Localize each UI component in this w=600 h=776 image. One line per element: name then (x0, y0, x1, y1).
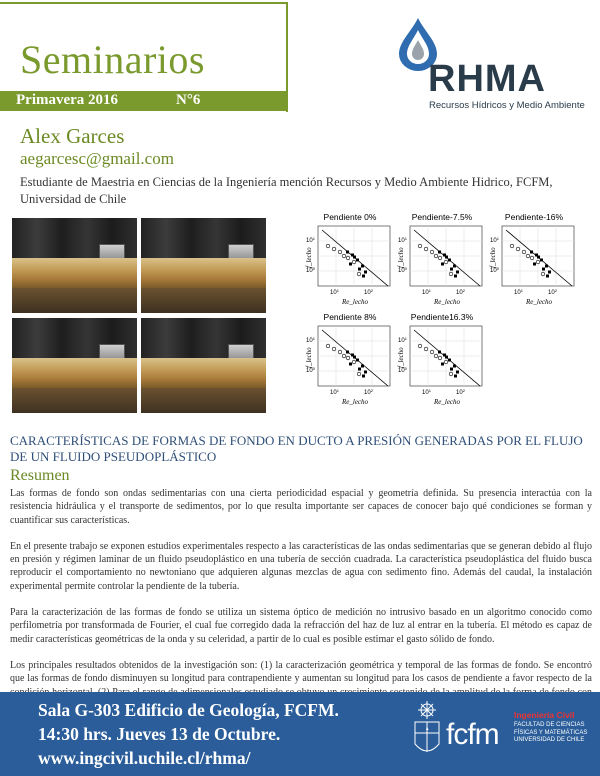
fcfm-logo (446, 704, 510, 764)
header (0, 0, 600, 118)
plot-panel (488, 212, 580, 310)
abstract-paragraph: En el presente trabajo se exponen estudios experimentales respecto a las características de las ondas sedimentarias que se generan debido al flujo en presión y régimen laminar de un fluido pseudoplástico en una tubería de sección cuadrada. La característica pseudoplástica del fluido busca reproducir el comportamiento no newtoniano que adquieren algunas mezclas de agua con sedimento fino. Además del caudal, la instalación experimental permite controlar la pendiente de la tubería. (10, 540, 592, 592)
abstract (10, 487, 592, 692)
season-bar (0, 91, 288, 111)
data-point (536, 260, 540, 264)
plot-svg (488, 222, 580, 310)
data-point (450, 368, 453, 371)
data-point (418, 244, 422, 248)
data-point (510, 244, 514, 248)
data-point (358, 268, 361, 271)
plot-title: Pendiente 8% (323, 312, 377, 322)
data-point (441, 363, 444, 366)
experiment-photo (141, 318, 266, 413)
plot-panel (396, 312, 488, 410)
y-tick-label: $10^0$ (398, 266, 407, 274)
y-axis-label: f_lecho (305, 247, 313, 268)
data-point (456, 371, 459, 374)
data-point (338, 250, 342, 254)
season-label: Primavera 2016 (16, 92, 119, 108)
data-point (456, 271, 459, 274)
data-point (351, 354, 354, 357)
rhma-subtitle: Recursos Hídricos y Medio Ambiente (429, 100, 585, 111)
x-tick-label: $10^2$ (548, 288, 557, 296)
x-tick-label: $10^1$ (514, 288, 523, 296)
plot-panel (304, 212, 396, 310)
data-point (332, 247, 336, 251)
abstract-paragraph: Las formas de fondo son ondas sedimentarias con una cierta periodicidad espacial y geometría definida. Su presencia interactúa con la resistencia hidráulica y el transporte de sedimentos, por lo que resulta importante ser capaces de conocer bajo qué condiciones se forman y cuantificar sus características. (10, 488, 592, 526)
data-point (454, 375, 457, 378)
experiment-photo (12, 318, 137, 413)
experiment-photo (12, 218, 137, 313)
x-tick-label: $10^1$ (422, 288, 431, 296)
plot-title: Pendiente 0% (323, 212, 377, 222)
data-point (453, 365, 456, 368)
data-point (430, 250, 434, 254)
y-axis-label: f_lecho (397, 347, 405, 368)
data-point (364, 371, 367, 374)
data-point (441, 263, 444, 266)
page-title: Seminarios (20, 37, 205, 82)
footer (0, 692, 600, 776)
x-tick-label: $10^2$ (456, 388, 465, 396)
header-top-rule (0, 2, 288, 4)
y-tick-label: $10^0$ (490, 266, 499, 274)
data-point (349, 263, 352, 266)
data-point (443, 354, 446, 357)
data-point (418, 344, 422, 348)
data-point (424, 247, 428, 251)
data-point (516, 247, 520, 251)
y-tick-label: $10^1$ (306, 236, 315, 244)
data-point (352, 260, 356, 264)
data-point (444, 360, 448, 364)
experiment-photo (141, 218, 266, 313)
fcfm-wordmark: fcfm (446, 718, 499, 751)
y-tick-label: $10^0$ (306, 266, 315, 274)
plot-title: Pendiente16.3% (410, 312, 474, 322)
data-point (326, 244, 330, 248)
data-point (342, 354, 346, 358)
data-point (522, 250, 526, 254)
data-point (332, 347, 336, 351)
data-point (448, 359, 451, 362)
x-axis-label: Re_lecho (342, 298, 369, 306)
data-point (530, 256, 534, 260)
data-point (541, 272, 545, 276)
x-tick-label: $10^1$ (422, 388, 431, 396)
x-tick-label: $10^1$ (330, 288, 339, 296)
plot-title: Pendiente-16% (504, 212, 564, 222)
y-tick-label: $10^0$ (398, 366, 407, 374)
data-point (454, 275, 457, 278)
issue-number: N°6 (176, 92, 201, 108)
plot-panel (396, 212, 488, 310)
resumen-heading: Resumen (10, 467, 70, 484)
x-tick-label: $10^2$ (456, 288, 465, 296)
footer-url[interactable]: www.ingcivil.uchile.cl/rhma/ (38, 748, 251, 768)
data-point (548, 271, 551, 274)
y-tick-label: $10^1$ (490, 236, 499, 244)
rhma-wordmark: RHMA (428, 58, 546, 100)
data-point (362, 275, 365, 278)
data-point (444, 260, 448, 264)
data-point (449, 272, 453, 276)
plot-svg (396, 222, 488, 310)
x-tick-label: $10^2$ (364, 288, 373, 296)
data-point (434, 254, 438, 258)
data-point (546, 275, 549, 278)
data-point (450, 268, 453, 271)
x-axis-label: Re_lecho (434, 298, 461, 306)
data-point (526, 254, 530, 258)
abstract-paragraph: Los principales resultados obtenidos de la investigación son: (1) la caracterización geométrica y temporal de las formas de fondo. Se encontró que las formas de fondo disminuyen su longitud para contrapendiente y aumentan su longitud para los casos de pendiente a favor respecto de la (10, 659, 592, 685)
plot-svg (396, 322, 488, 410)
data-point (443, 254, 446, 257)
data-point (326, 344, 330, 348)
data-point (545, 265, 548, 268)
x-axis-label: Re_lecho (342, 398, 369, 406)
ingenieria-civil-label: Ingeniería Civil (514, 710, 575, 720)
footer-time: 14:30 hrs. Jueves 13 de Octubre. (38, 724, 281, 744)
data-point (449, 372, 453, 376)
speaker-name: Alex Garces (20, 124, 125, 148)
plot-title: Pendiente-7.5% (411, 212, 473, 222)
data-point (535, 254, 538, 257)
data-point (342, 254, 346, 258)
y-axis-label: f_lecho (305, 347, 313, 368)
speaker-email[interactable]: aegarcesc@gmail.com (20, 149, 174, 168)
data-point (530, 251, 533, 254)
data-point (361, 265, 364, 268)
data-point (364, 271, 367, 274)
data-point (362, 375, 365, 378)
data-point (351, 254, 354, 257)
data-point (352, 360, 356, 364)
data-point (346, 351, 349, 354)
article-title: CARACTERÍSTICAS DE FORMAS DE FONDO EN DUCTO A PRESIÓN GENERADAS POR EL FLUJO DE UN FLUIDO PSEUDOPLÁSTICO (10, 433, 583, 464)
university-shield-icon (412, 700, 442, 764)
abstract-paragraph: Para la caracterización de las formas de fondo se utiliza un sistema óptico de medición no intrusivo basado en un algoritmo conocido como perfilometría por transformada de Fourier, el cual fue corregido dada la refracción del haz de luz al entrar en la tubería. El método es capaz de medir características geométricas de la onda y su celeridad, a partir de lo cual es posible estimar el gasto sólido de fondo. (10, 607, 592, 645)
data-point (430, 350, 434, 354)
y-axis-label: f_lecho (489, 247, 497, 268)
data-point (533, 263, 536, 266)
data-point (361, 365, 364, 368)
rhma-logo (392, 14, 592, 114)
plot-svg (304, 222, 396, 310)
data-point (357, 372, 361, 376)
speaker-affiliation: Estudiante de Maestria en Ciencias de la Ingeniería mención Recursos y Medio Ambiente Hidrico, FCFM, Universidad de Chile (20, 175, 553, 206)
x-tick-label: $10^2$ (364, 388, 373, 396)
data-point (438, 351, 441, 354)
x-axis-label: Re_lecho (434, 398, 461, 406)
y-tick-label: $10^0$ (306, 366, 315, 374)
plot-svg (304, 322, 396, 410)
data-point (438, 356, 442, 360)
footer-location: Sala G-303 Edificio de Geología, FCFM. (38, 700, 339, 720)
faculty-label: FACULTAD DE CIENCIAS FÍSICAS Y MATEMÁTICAS UNIVERSIDAD DE CHILE (514, 722, 588, 743)
x-axis-label: Re_lecho (526, 298, 553, 306)
y-tick-label: $10^1$ (398, 336, 407, 344)
data-point (453, 265, 456, 268)
data-point (540, 259, 543, 262)
data-point (338, 350, 342, 354)
data-point (448, 259, 451, 262)
data-point (424, 347, 428, 351)
data-point (356, 359, 359, 362)
data-point (346, 356, 350, 360)
data-point (542, 268, 545, 271)
data-point (438, 251, 441, 254)
data-point (356, 259, 359, 262)
x-tick-label: $10^1$ (330, 388, 339, 396)
data-point (358, 368, 361, 371)
data-point (349, 363, 352, 366)
data-point (357, 272, 361, 276)
y-tick-label: $10^1$ (306, 336, 315, 344)
data-point (346, 251, 349, 254)
data-point (346, 256, 350, 260)
data-point (438, 256, 442, 260)
y-tick-label: $10^1$ (398, 236, 407, 244)
data-point (434, 354, 438, 358)
plot-panel (304, 312, 396, 410)
y-axis-label: f_lecho (397, 247, 405, 268)
